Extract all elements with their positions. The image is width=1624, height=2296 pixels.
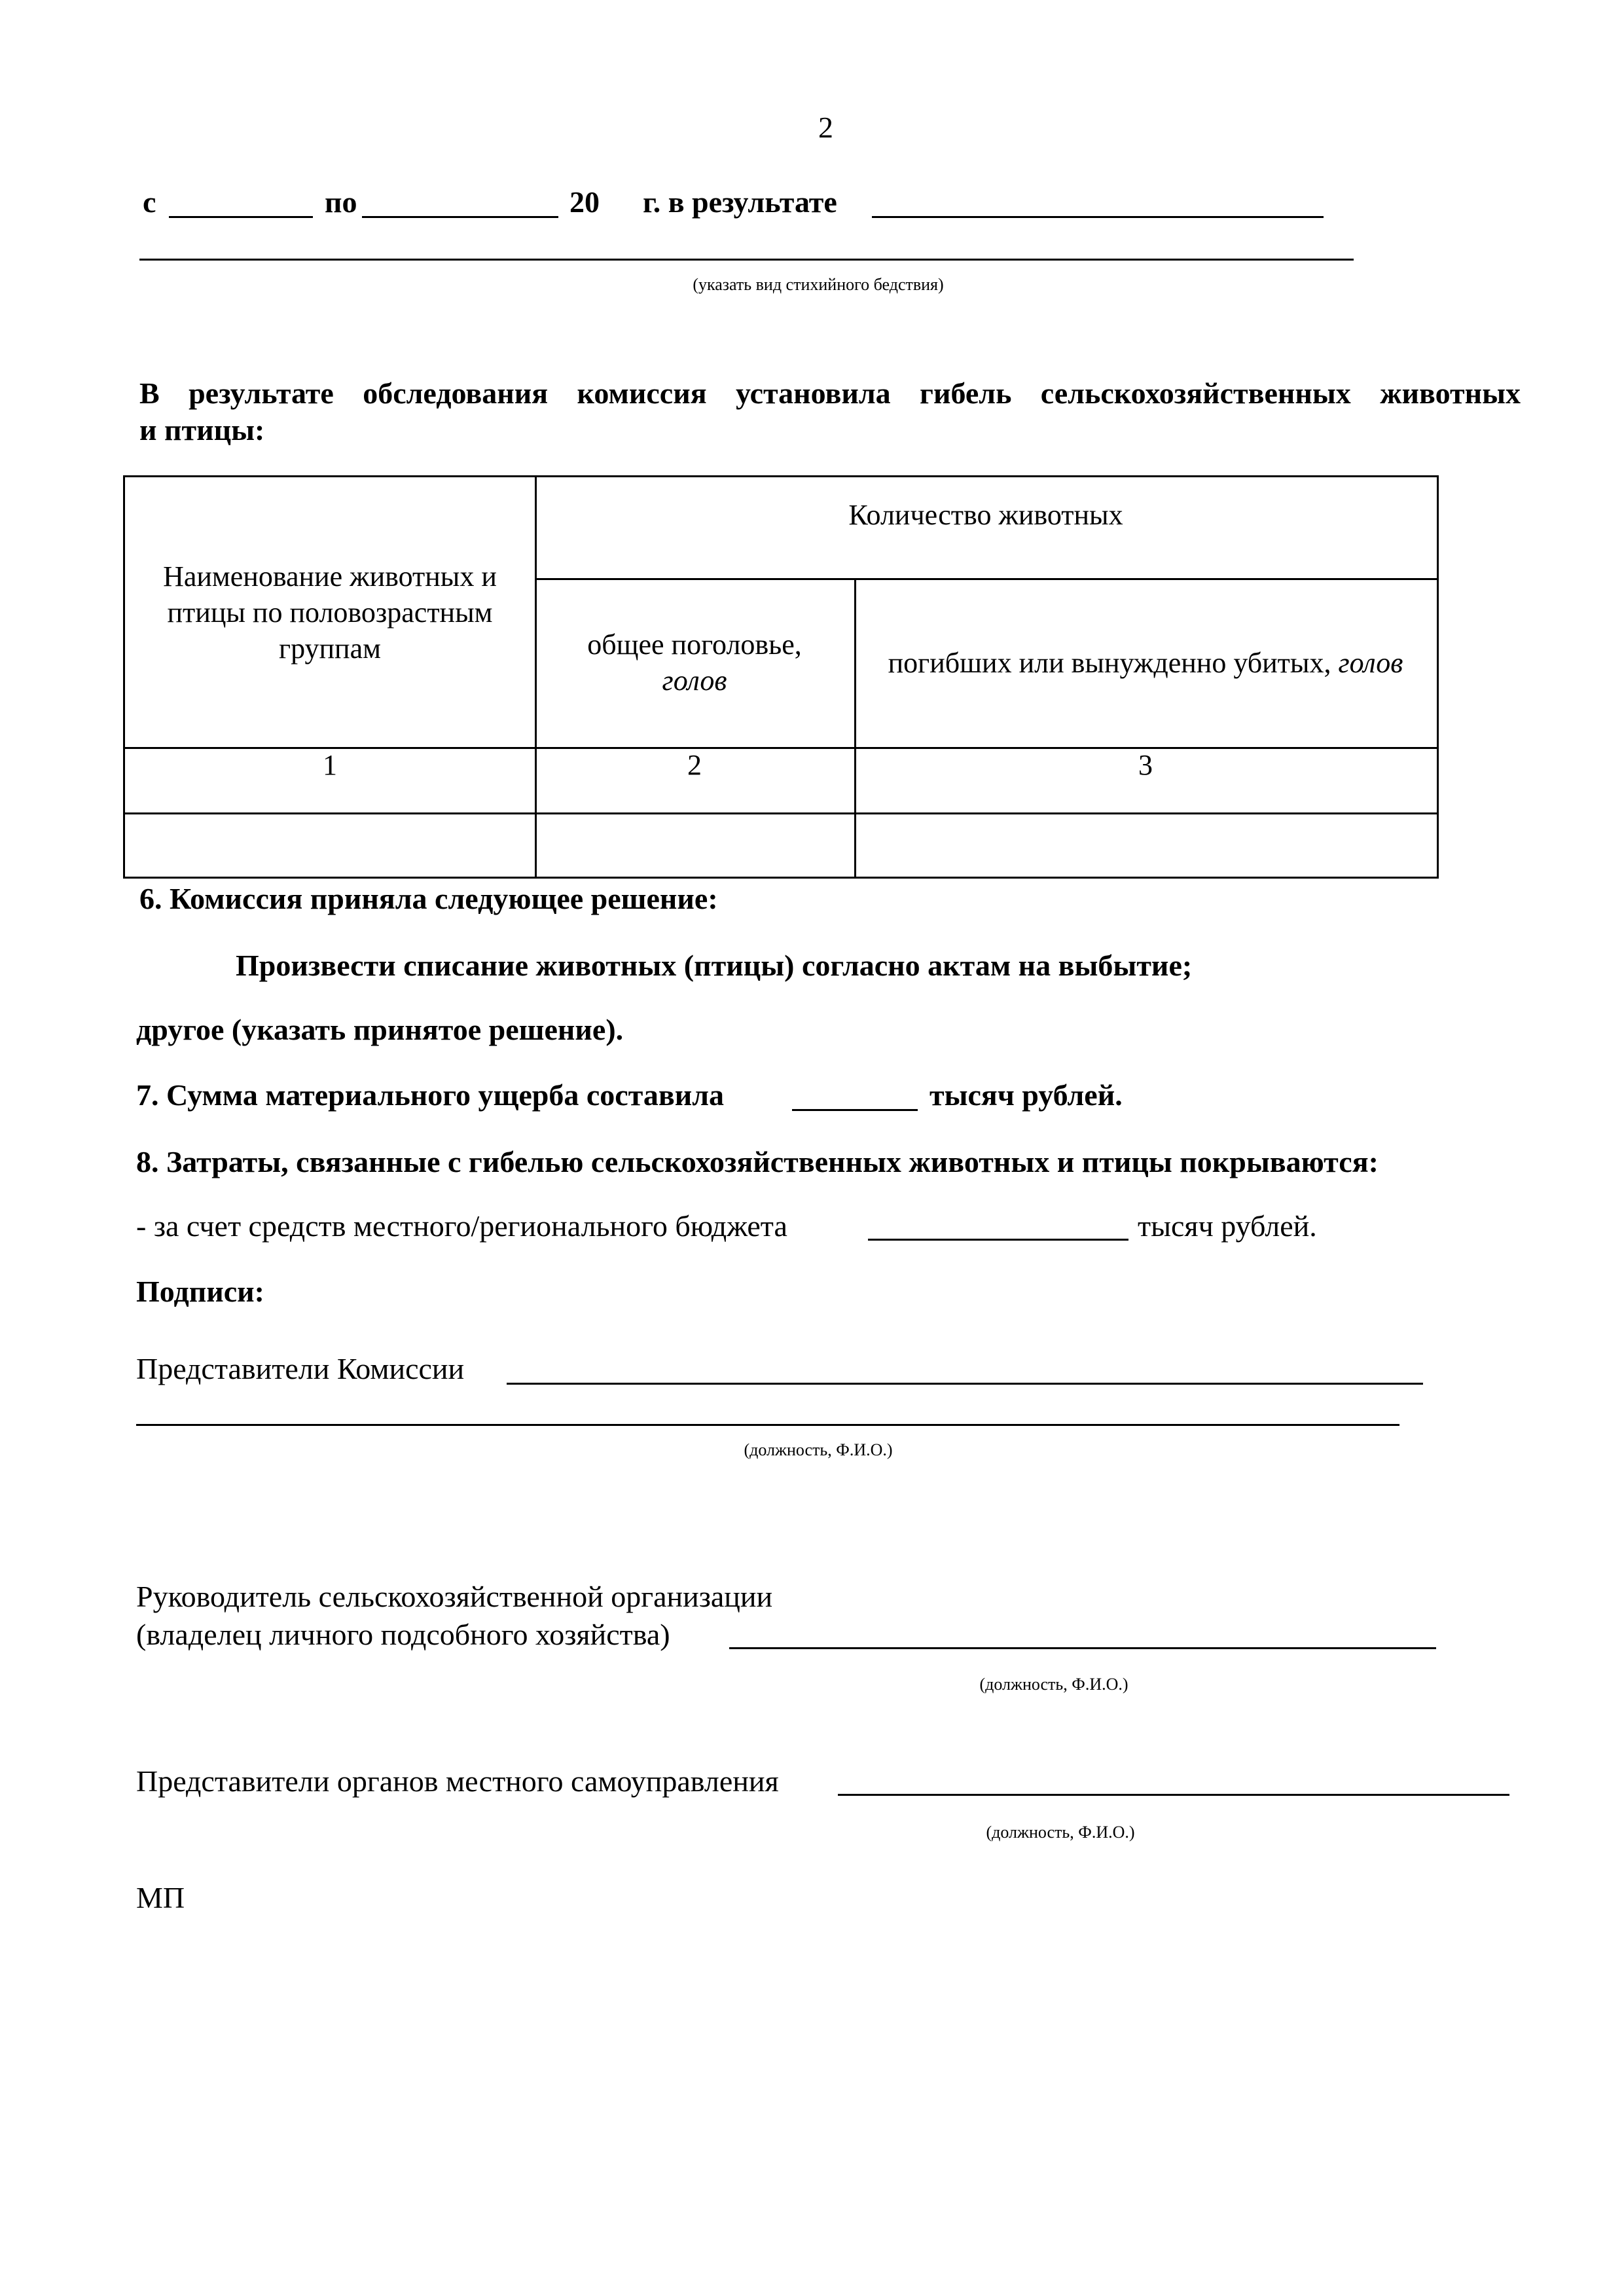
disaster-type-caption: (указать вид стихийного бедствия): [693, 275, 944, 294]
survey-text-line1: В результате обследования комиссия установила гибель сельскохозяйственных животных: [139, 376, 1521, 410]
commission-caption: (должность, Ф.И.О.): [744, 1440, 893, 1459]
col1-header-text: Наименование животных и птицы по половозрастным группам: [163, 560, 497, 665]
costs-title: 8. Затраты, связанные с гибелью сельскохозяйственных животных и птицы покрываются:: [136, 1145, 1379, 1178]
costs-budget-amount-field[interactable]: [868, 1239, 1128, 1241]
col1-header: [125, 477, 535, 747]
commission-signature-field-2[interactable]: [136, 1424, 1399, 1426]
period-from-label: с: [143, 185, 156, 219]
local-gov-label: Представители органов местного самоуправления: [136, 1764, 779, 1798]
col2-header-text: общее поголовье,: [587, 629, 802, 661]
local-gov-caption: (должность, Ф.И.О.): [986, 1823, 1135, 1842]
head-label-line1: Руководитель сельскохозяйственной организации: [136, 1580, 773, 1613]
table-cell-lost[interactable]: [854, 812, 1437, 877]
survey-text-line2: и птицы:: [139, 413, 265, 446]
damage-prefix: 7. Сумма материального ущерба составила: [136, 1078, 725, 1112]
col2-header: [535, 578, 854, 747]
decision-option2: другое (указать принятое решение).: [136, 1013, 624, 1046]
table-cell-name[interactable]: [125, 812, 535, 877]
head-caption: (должность, Ф.И.О.): [979, 1675, 1128, 1694]
col3-header: [854, 578, 1437, 747]
costs-budget-suffix: тысяч рублей.: [1138, 1209, 1317, 1243]
col-number-1: 1: [323, 749, 337, 781]
stamp-placeholder: МП: [136, 1881, 185, 1914]
signatures-title: Подписи:: [136, 1275, 264, 1308]
col3-header-text: погибших или вынужденно убитых,: [888, 646, 1331, 679]
head-signature-field[interactable]: [729, 1647, 1436, 1649]
animals-table: [123, 475, 1439, 879]
table-cell-total[interactable]: [535, 812, 854, 877]
disaster-type-field-2[interactable]: [139, 259, 1354, 261]
commission-label: Представители Комиссии: [136, 1352, 465, 1385]
col3-header-unit: голов: [1338, 646, 1403, 679]
period-result-label: г. в результате: [643, 185, 837, 219]
damage-suffix: тысяч рублей.: [929, 1078, 1123, 1112]
period-from-field[interactable]: [169, 216, 313, 218]
period-year-label: 20: [569, 185, 600, 219]
head-label-line2: (владелец личного подсобного хозяйства): [136, 1618, 670, 1651]
col-number-3: 3: [1138, 749, 1153, 781]
col-number-2: 2: [687, 749, 702, 781]
period-to-label: по: [325, 185, 357, 219]
damage-amount-field[interactable]: [792, 1109, 918, 1111]
group-header-text: Количество животных: [848, 499, 1123, 531]
col2-header-unit: голов: [662, 665, 727, 697]
period-to-field[interactable]: [362, 216, 558, 218]
costs-budget-prefix: - за счет средств местного/регионального бюджета: [136, 1209, 787, 1243]
local-gov-signature-field[interactable]: [838, 1794, 1509, 1796]
commission-signature-field[interactable]: [507, 1383, 1423, 1385]
page-number: 2: [818, 111, 833, 144]
group-header: [535, 477, 1437, 578]
disaster-type-field[interactable]: [872, 216, 1324, 218]
decision-option1: Произвести списание животных (птицы) согласно актам на выбытие;: [236, 949, 1193, 982]
decision-title: 6. Комиссия приняла следующее решение:: [139, 882, 718, 915]
